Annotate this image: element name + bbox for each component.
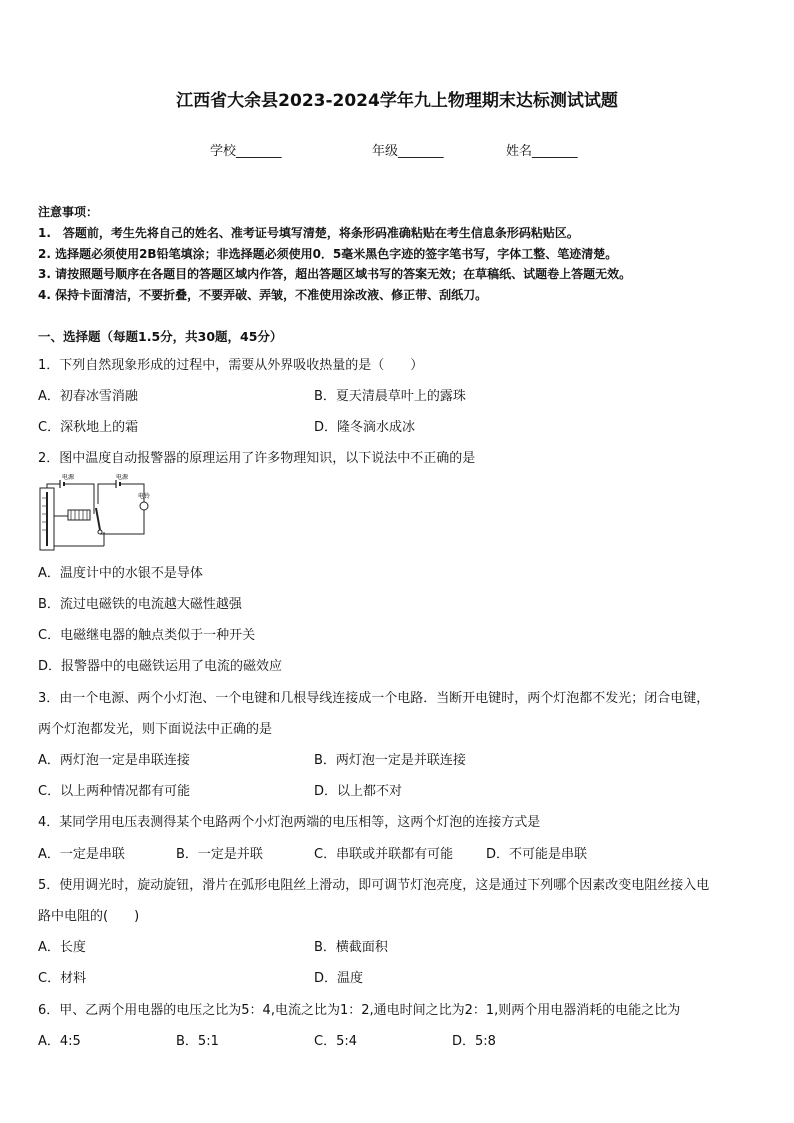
- q1-option-a: A．初春冰雪消融: [38, 389, 138, 404]
- note-item: 4. 保持卡面清洁，不要折叠，不要弄破、弄皱，不准使用涂改液、修正带、刮纸刀。: [38, 288, 488, 302]
- question-2-stem: 2．图中温度自动报警器的原理运用了许多物理知识，以下说法中不正确的是: [38, 451, 476, 466]
- note-item: 2. 选择题必须使用2B铅笔填涂；非选择题必须使用0．5毫米黑色字迹的签字笔书写，字体工整、笔迹清楚。: [38, 247, 618, 261]
- q5-option-d: D．温度: [314, 971, 364, 986]
- page-title: 江西省大余县2023-2024学年九上物理期末达标测试试题: [176, 91, 618, 111]
- note-item: 1. 答题前，考生先将自己的姓名、准考证号填写清楚，将条形码准确粘贴在考生信息条形码粘贴区。: [38, 226, 579, 240]
- q6-option-d: D．5:8: [452, 1034, 496, 1049]
- q2-option-d: D．报警器中的电磁铁运用了电流的磁效应: [38, 659, 283, 674]
- question-1-stem: 1．下列自然现象形成的过程中，需要从外界吸收热量的是（ ）: [38, 358, 424, 373]
- q3-option-b: B．两灯泡一定是并联连接: [314, 753, 466, 768]
- section-heading: 一、选择题（每题1.5分，共30题，45分）: [38, 329, 283, 344]
- question-5-stem-cont: 路中电阻的( ): [38, 909, 140, 924]
- note-item: 3. 请按照题号顺序在各题目的答题区域内作答，超出答题区域书写的答案无效；在草稿纸、试题卷上答题无效。: [38, 267, 632, 281]
- q4-option-b: B．一定是并联: [176, 847, 263, 862]
- grade-field: 年级_______: [372, 144, 444, 159]
- question-3-stem: 3．由一个电源、两个小灯泡、一个电键和几根导线连接成一个电路．当断开电键时，两个灯泡都不发光；闭合电键，: [38, 691, 710, 706]
- question-3-stem-cont: 两个灯泡都发光，则下面说法中正确的是: [38, 722, 273, 737]
- alarm-circuit-diagram: [38, 474, 158, 554]
- q2-option-c: C．电磁继电器的触点类似于一种开关: [38, 628, 256, 643]
- question-4-stem: 4．某同学用电压表测得某个电路两个小灯泡两端的电压相等，这两个灯泡的连接方式是: [38, 815, 541, 830]
- q3-option-d: D．以上都不对: [314, 784, 403, 799]
- q3-option-c: C．以上两种情况都有可能: [38, 784, 191, 799]
- question-6-stem: 6．甲、乙两个用电器的电压之比为5：4,电流之比为1：2,通电时间之比为2：1,则两个用电器消耗的电能之比为: [38, 1003, 681, 1018]
- notes-heading: 注意事项：: [38, 205, 99, 219]
- school-field: 学校_______: [210, 144, 282, 159]
- q6-option-a: A．4:5: [38, 1034, 81, 1049]
- question-5-stem: 5．使用调光时，旋动旋钮，滑片在弧形电阻丝上滑动，即可调节灯泡亮度，这是通过下列哪个因素改变电阻丝接入电: [38, 878, 710, 893]
- q4-option-a: A．一定是串联: [38, 847, 125, 862]
- q1-option-b: B．夏天清晨草叶上的露珠: [314, 389, 466, 404]
- q5-option-a: A．长度: [38, 940, 86, 955]
- figure-label-power-1: 电源: [62, 474, 75, 481]
- q2-option-b: B．流过电磁铁的电流越大磁性越强: [38, 597, 242, 612]
- q4-option-c: C．串联或并联都有可能: [314, 847, 454, 862]
- q2-option-a: A．温度计中的水银不是导体: [38, 566, 203, 581]
- figure-label-power-2: 电源: [116, 474, 129, 481]
- q6-option-b: B．5:1: [176, 1034, 219, 1049]
- q4-option-d: D．不可能是串联: [486, 847, 588, 862]
- figure-label-bell: 电铃: [138, 493, 151, 500]
- name-field: 姓名_______: [506, 144, 578, 159]
- q6-option-c: C．5:4: [314, 1034, 357, 1049]
- q1-option-d: D．隆冬滴水成冰: [314, 420, 416, 435]
- q5-option-c: C．材料: [38, 971, 87, 986]
- q5-option-b: B．横截面积: [314, 940, 388, 955]
- q1-option-c: C．深秋地上的霜: [38, 420, 139, 435]
- q3-option-a: A．两灯泡一定是串联连接: [38, 753, 190, 768]
